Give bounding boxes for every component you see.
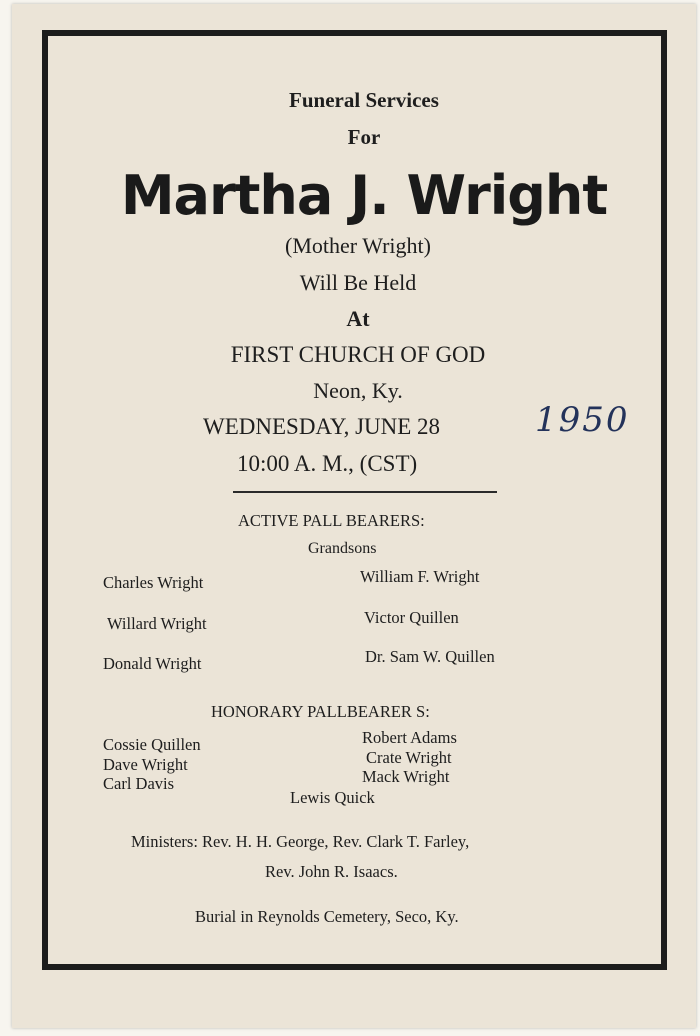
heading-for: For: [347, 125, 381, 149]
deceased-name: Martha J. Wright: [120, 164, 608, 227]
honorary-pallbearer-name: Mack Wright: [362, 767, 450, 786]
burial-info: Burial in Reynolds Cemetery, Seco, Ky.: [195, 907, 459, 926]
ministers-line-1: Ministers: Rev. H. H. George, Rev. Clark T. Farley,: [131, 832, 470, 851]
honorary-pallbearer-name: Cossie Quillen: [103, 735, 201, 754]
honorary-pallbearer-name: Robert Adams: [362, 728, 457, 747]
at-label: At: [346, 306, 370, 331]
pallbearer-name: William F. Wright: [360, 567, 480, 586]
service-date: WEDNESDAY, JUNE 28: [203, 414, 441, 439]
pallbearer-name: Victor Quillen: [364, 608, 459, 627]
honorary-pallbearer-name: Dave Wright: [103, 755, 188, 774]
pallbearer-name: Willard Wright: [107, 614, 207, 633]
will-be-held: Will Be Held: [299, 270, 417, 295]
handwritten-year: 1950: [535, 400, 630, 440]
church-city: Neon, Ky.: [313, 378, 403, 403]
pallbearer-name: Donald Wright: [103, 654, 202, 673]
ministers-line-2: Rev. John R. Isaacs.: [265, 862, 398, 881]
heading-funeral-services: Funeral Services: [289, 88, 439, 112]
church-name: FIRST CHURCH OF GOD: [230, 342, 486, 367]
honorary-pallbearer-name: Lewis Quick: [290, 788, 375, 807]
active-pallbearers-title: ACTIVE PALL BEARERS:: [238, 511, 425, 530]
honorary-pallbearer-name: Crate Wright: [366, 748, 452, 767]
service-time: 10:00 A. M., (CST): [237, 451, 418, 476]
pallbearer-name: Charles Wright: [103, 573, 204, 592]
honorary-pallbearers-title: HONORARY PALLBEARER S:: [211, 702, 430, 721]
divider-rule: [233, 491, 497, 493]
honorary-pallbearer-name: Carl Davis: [103, 774, 175, 793]
nickname: (Mother Wright): [285, 233, 431, 258]
grandsons-label: Grandsons: [308, 540, 377, 557]
pallbearer-name: Dr. Sam W. Quillen: [365, 647, 495, 666]
